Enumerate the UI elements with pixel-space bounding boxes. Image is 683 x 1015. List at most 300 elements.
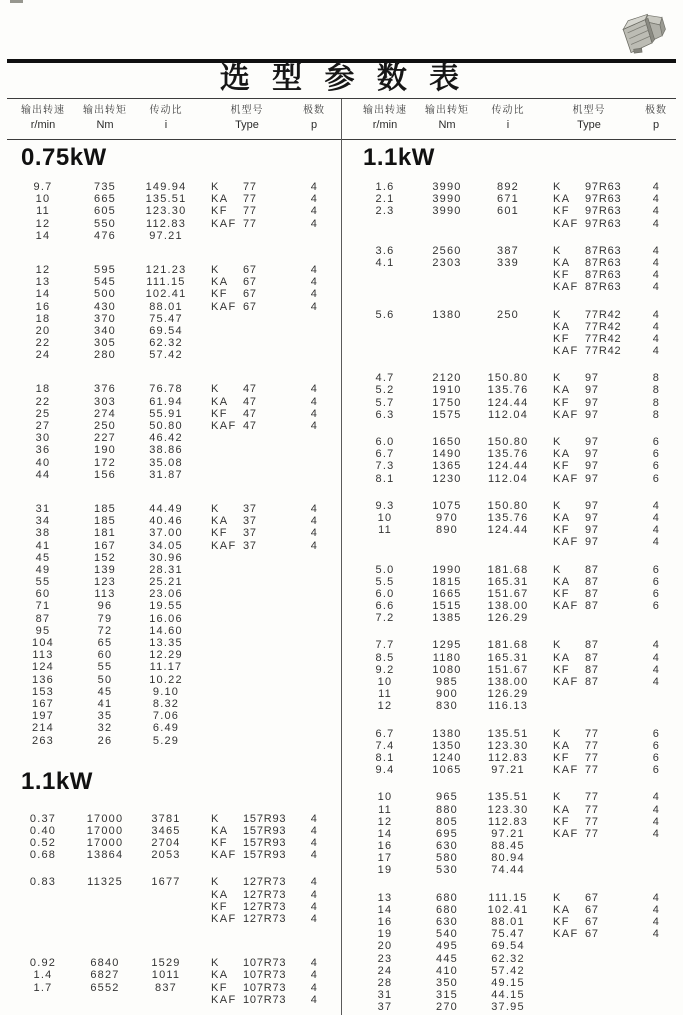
cell-type-prefix: KAF <box>211 217 237 230</box>
cell-output-torque: 550 <box>94 217 116 230</box>
cell-ratio: 75.47 <box>149 312 183 325</box>
cell-ratio: 44.49 <box>149 502 183 515</box>
header-output-speed <box>353 103 417 139</box>
cell-output-speed: 14 <box>35 229 51 242</box>
cell-output-speed: 11 <box>378 524 392 537</box>
cell-spacer <box>539 852 553 864</box>
cell-output-speed: 31 <box>35 502 51 515</box>
cell-type-model <box>243 613 297 625</box>
cell-type-model: 127R73 <box>243 888 287 901</box>
cell-poles: 4 <box>310 993 318 1006</box>
cell-spacer <box>539 409 553 421</box>
cell-poles: 6 <box>652 739 660 752</box>
cell-type-model: 77 <box>243 181 257 193</box>
table-row <box>353 257 676 269</box>
header-type-unit: Type <box>577 119 601 131</box>
cell-poles: 4 <box>652 244 660 257</box>
cell-output-speed: 9.7 <box>33 181 53 193</box>
cell-type-model: 107R73 <box>243 957 287 970</box>
cell-ratio: 123.30 <box>487 803 529 816</box>
header-poles-zh: 极数 <box>645 105 667 116</box>
cell-output-torque: 315 <box>436 989 458 1002</box>
cell-type-prefix: KF <box>553 269 570 282</box>
cell-ratio: 1677 <box>151 876 181 889</box>
cell-type-model: 77 <box>585 764 599 777</box>
cell-type-model: 97 <box>585 448 599 461</box>
cell-spacer <box>539 989 553 1001</box>
cell-ratio: 112.83 <box>487 751 529 764</box>
cell-type-model: 77 <box>585 751 599 764</box>
cell-poles: 4 <box>652 536 660 549</box>
cell-spacer <box>539 953 553 965</box>
table-row <box>11 735 341 747</box>
table-row <box>353 965 676 977</box>
cell-output-speed: 10 <box>377 791 393 804</box>
cell-type-prefix: KF <box>211 205 228 218</box>
cell-type-model: 47 <box>243 407 257 420</box>
cell-output-speed: 24 <box>377 964 393 977</box>
cell-ratio: 88.01 <box>491 916 525 928</box>
cell-spacer <box>197 576 211 588</box>
table-row <box>353 309 676 321</box>
cell-spacer <box>539 193 553 205</box>
cell-spacer <box>539 588 553 600</box>
cell-type-model: 77 <box>585 827 599 840</box>
cell-poles: 4 <box>310 876 318 889</box>
table-row <box>11 588 341 600</box>
cell-spacer <box>539 309 553 321</box>
cell-output-torque: 303 <box>94 395 116 408</box>
cell-poles <box>297 576 331 588</box>
cell-output-torque: 167 <box>94 539 116 552</box>
cell-poles: 4 <box>652 651 660 664</box>
cell-spacer <box>539 460 553 472</box>
cell-ratio: 150.80 <box>487 372 529 385</box>
cell-spacer <box>197 420 211 432</box>
cell-output-torque: 1650 <box>432 436 462 448</box>
cell-poles: 4 <box>652 320 660 333</box>
cell-output-torque: 270 <box>436 1001 458 1014</box>
cell-output-torque: 3990 <box>432 181 462 193</box>
cell-output-torque: 113 <box>94 588 116 601</box>
cell-output-torque: 350 <box>436 976 458 989</box>
cell-poles: 4 <box>310 849 318 862</box>
cell-output-speed: 12 <box>377 815 393 828</box>
cell-spacer <box>197 982 211 994</box>
cell-type-prefix: K <box>211 812 220 825</box>
cell-output-speed <box>353 281 417 293</box>
cell-type-prefix: K <box>553 639 562 652</box>
table-row <box>353 940 676 952</box>
cell-ratio: 8.32 <box>152 697 180 710</box>
cell-output-speed: 1.6 <box>375 181 395 193</box>
cell-output-torque: 495 <box>436 940 458 953</box>
cell-ratio: 181.68 <box>487 639 529 652</box>
cell-poles: 4 <box>310 217 318 230</box>
cell-output-speed: 5.7 <box>375 396 395 409</box>
cell-type-model: 47 <box>243 383 257 396</box>
cell-ratio: 135.51 <box>487 727 529 740</box>
table-row <box>11 576 341 588</box>
cell-type-prefix: K <box>553 727 562 740</box>
cell-type-prefix <box>211 325 243 337</box>
cell-type-model: 47 <box>243 420 257 432</box>
cell-spacer <box>197 457 211 469</box>
cell-type-prefix <box>211 698 243 710</box>
cell-output-speed: 3.6 <box>375 244 395 257</box>
cell-output-torque <box>417 269 477 281</box>
cell-ratio <box>477 536 539 548</box>
cell-ratio: 25.21 <box>149 576 183 589</box>
cell-output-speed: 13 <box>377 891 393 904</box>
cell-type-prefix: K <box>553 244 562 257</box>
cell-ratio: 135.76 <box>487 384 529 397</box>
cell-spacer <box>539 397 553 409</box>
cell-poles: 6 <box>652 751 660 764</box>
cell-poles: 4 <box>310 395 318 408</box>
cell-poles <box>639 840 673 852</box>
cell-ratio: 165.31 <box>487 575 529 588</box>
cell-ratio: 165.31 <box>487 651 529 664</box>
cell-poles <box>639 1001 673 1013</box>
cell-type-model: 97R63 <box>585 217 622 230</box>
cell-poles <box>297 444 331 456</box>
cell-poles <box>297 722 331 734</box>
cell-output-torque: 6552 <box>90 981 120 994</box>
cell-output-speed: 27 <box>35 420 51 432</box>
cell-spacer <box>197 901 211 913</box>
cell-spacer <box>539 436 553 448</box>
cell-type-model: 67 <box>585 891 599 904</box>
table-row <box>353 588 676 600</box>
table-row <box>11 957 341 969</box>
cell-output-speed: 95 <box>35 624 51 637</box>
cell-spacer <box>197 503 211 515</box>
cell-poles: 4 <box>652 269 660 282</box>
cell-type-prefix: KA <box>553 511 571 524</box>
cell-type-prefix: KA <box>211 888 229 901</box>
cell-output-torque: 65 <box>97 637 113 649</box>
cell-type-prefix: K <box>211 502 220 515</box>
cell-output-speed: 28 <box>377 976 393 989</box>
cell-ratio: 31.87 <box>149 468 183 481</box>
cell-output-torque: 680 <box>436 891 458 904</box>
cell-ratio: 6.49 <box>152 722 180 735</box>
cell-output-speed: 11 <box>378 803 392 816</box>
cell-type-model: 77R42 <box>585 320 622 333</box>
cell-poles: 8 <box>652 396 660 409</box>
cell-type-model: 77 <box>585 791 599 804</box>
table-row <box>11 825 341 837</box>
cell-type-model: 107R73 <box>243 981 287 994</box>
cell-spacer <box>197 469 211 481</box>
cell-output-torque: 190 <box>94 444 116 457</box>
cell-poles <box>297 230 331 242</box>
gear-unit-block <box>353 181 676 230</box>
cell-type-prefix: K <box>211 957 220 970</box>
cell-output-torque: 1365 <box>432 460 462 473</box>
cell-ratio: 892 <box>497 181 519 193</box>
cell-poles: 4 <box>310 837 318 850</box>
cell-type-prefix <box>211 349 243 361</box>
cell-ratio: 135.76 <box>487 511 529 524</box>
cell-output-torque: 50 <box>97 673 113 686</box>
cell-poles: 4 <box>310 527 318 540</box>
cell-output-speed: 6.0 <box>375 436 395 448</box>
table-row <box>11 218 341 230</box>
table-row <box>353 864 676 876</box>
cell-poles: 4 <box>310 957 318 970</box>
cell-poles <box>297 432 331 444</box>
cell-type-model <box>243 637 297 649</box>
table-row <box>353 688 676 700</box>
cell-output-speed: 87 <box>35 612 51 625</box>
cell-spacer <box>197 849 211 861</box>
cell-spacer <box>197 994 211 1006</box>
cell-output-torque: 1515 <box>432 600 462 613</box>
cell-output-speed: 8.5 <box>375 651 395 664</box>
cell-output-speed: 5.5 <box>375 575 395 588</box>
cell-poles: 4 <box>652 511 660 524</box>
cell-type-model <box>243 564 297 576</box>
table-row <box>11 649 341 661</box>
header-output-torque <box>417 103 477 139</box>
cell-type-prefix: KAF <box>553 928 579 941</box>
header-type-zh: 机型号 <box>572 105 606 116</box>
cell-ratio: 138.00 <box>487 600 529 613</box>
cell-ratio: 69.54 <box>149 324 183 337</box>
table-row <box>353 333 676 345</box>
gear-unit-block <box>11 876 341 925</box>
cell-spacer <box>539 904 553 916</box>
cell-ratio: 150.80 <box>487 499 529 512</box>
cell-spacer <box>197 588 211 600</box>
table-row <box>11 540 341 552</box>
cell-spacer <box>539 473 553 485</box>
cell-spacer <box>197 181 211 193</box>
cell-output-torque: 35 <box>97 710 113 723</box>
cell-type-model <box>585 688 639 700</box>
cell-output-torque <box>75 913 135 925</box>
cell-type-prefix: KF <box>553 460 570 473</box>
cell-spacer <box>539 728 553 740</box>
cell-poles: 6 <box>652 575 660 588</box>
cell-output-speed: 13 <box>35 276 51 289</box>
cell-output-torque: 17000 <box>86 837 124 850</box>
header-output-speed-unit: r/min <box>372 119 398 131</box>
cell-poles: 4 <box>652 181 660 193</box>
cell-ratio: 126.29 <box>487 688 529 701</box>
cell-type-model <box>585 852 639 864</box>
cell-output-speed: 10 <box>377 511 393 524</box>
cell-output-torque: 805 <box>436 815 458 828</box>
cell-ratio: 13.35 <box>149 637 183 649</box>
cell-ratio <box>477 218 539 230</box>
cell-output-speed: 4.1 <box>375 256 395 269</box>
header-output-speed-zh: 输出转速 <box>363 105 407 116</box>
cell-output-speed <box>353 333 417 345</box>
cell-ratio <box>477 281 539 293</box>
cell-ratio: 149.94 <box>145 181 187 193</box>
cell-type-prefix: KAF <box>553 764 579 777</box>
cell-spacer <box>539 916 553 928</box>
header-output-torque <box>75 103 135 139</box>
table-row <box>353 953 676 965</box>
table-row <box>353 652 676 664</box>
table-row <box>353 524 676 536</box>
cell-type-model: 87 <box>585 587 599 600</box>
cell-ratio: 1011 <box>151 969 181 982</box>
cell-poles <box>297 469 331 481</box>
cell-poles <box>297 698 331 710</box>
cell-output-torque: 545 <box>94 276 116 289</box>
cell-type-model: 97R63 <box>585 181 622 193</box>
cell-output-speed: 7.7 <box>375 639 395 652</box>
cell-output-speed: 20 <box>35 324 51 337</box>
table-row <box>11 396 341 408</box>
cell-output-torque: 605 <box>94 205 116 218</box>
cell-type-prefix: KAF <box>553 676 579 688</box>
cell-output-torque <box>417 536 477 548</box>
cell-type-prefix <box>553 989 585 1001</box>
table-row <box>353 791 676 803</box>
cell-spacer <box>539 333 553 345</box>
cell-type-prefix <box>211 457 243 469</box>
cell-spacer <box>539 181 553 193</box>
cell-spacer <box>197 698 211 710</box>
table-row <box>11 264 341 276</box>
table-row <box>353 676 676 688</box>
cell-type-prefix: KAF <box>553 600 579 613</box>
cell-type-prefix: KA <box>211 969 229 982</box>
cell-output-speed: 24 <box>35 349 51 362</box>
cell-ratio: 7.06 <box>152 710 180 723</box>
table-row <box>353 345 676 357</box>
cell-output-speed: 0.37 <box>29 812 57 825</box>
cell-spacer <box>197 649 211 661</box>
cell-spacer <box>539 612 553 624</box>
table-row <box>353 448 676 460</box>
cell-output-speed: 16 <box>377 916 393 928</box>
cell-output-torque: 6827 <box>90 969 120 982</box>
cell-output-torque: 17000 <box>86 812 124 825</box>
cell-type-model: 157R93 <box>243 837 287 850</box>
cell-output-speed <box>353 345 417 357</box>
cell-ratio: 11.17 <box>149 661 183 674</box>
cell-output-speed: 31 <box>377 989 393 1002</box>
cell-ratio: 12.29 <box>149 649 183 662</box>
cell-type-model: 67 <box>243 276 257 289</box>
power-section-heading: 1.1kW <box>21 767 93 795</box>
cell-poles: 4 <box>310 300 318 313</box>
table-row <box>353 1001 676 1013</box>
cell-poles: 4 <box>652 928 660 941</box>
cell-type-model <box>585 700 639 712</box>
cell-ratio: 135.51 <box>145 193 187 206</box>
cell-output-torque: 79 <box>97 612 113 625</box>
cell-type-model: 157R93 <box>243 812 287 825</box>
cell-poles: 4 <box>310 383 318 396</box>
cell-spacer <box>197 813 211 825</box>
cell-type-model: 67 <box>585 903 599 916</box>
header-ratio <box>477 103 539 139</box>
cell-spacer <box>197 674 211 686</box>
cell-type-prefix <box>211 337 243 349</box>
cell-output-torque: 630 <box>436 916 458 928</box>
cell-spacer <box>539 688 553 700</box>
cell-spacer <box>197 432 211 444</box>
cell-poles: 4 <box>652 815 660 828</box>
cell-spacer <box>539 764 553 776</box>
cell-type-prefix: KA <box>553 193 571 206</box>
cell-spacer <box>539 828 553 840</box>
cell-type-model <box>243 625 297 637</box>
cell-poles: 4 <box>652 256 660 269</box>
cell-type-prefix: KF <box>553 205 570 218</box>
cell-output-torque: 530 <box>436 864 458 877</box>
cell-type-model: 37 <box>243 502 257 515</box>
cell-type-prefix: KA <box>211 193 229 206</box>
cell-ratio: 97.21 <box>491 764 525 777</box>
cell-ratio: 112.04 <box>487 408 529 421</box>
cell-output-torque <box>75 994 135 1006</box>
cell-poles: 4 <box>652 499 660 512</box>
cell-type-prefix: KAF <box>553 281 579 294</box>
table-row <box>11 994 341 1006</box>
cell-type-model: 67 <box>243 300 257 313</box>
cell-poles: 4 <box>310 812 318 825</box>
cell-output-speed <box>353 218 417 230</box>
header-poles-unit: p <box>310 119 318 131</box>
gear-unit-block <box>11 264 341 362</box>
cell-ratio: 123.30 <box>145 205 187 218</box>
cell-output-torque: 1065 <box>432 764 462 777</box>
cell-output-speed: 1.4 <box>33 969 53 982</box>
table-row <box>353 245 676 257</box>
table-row <box>353 977 676 989</box>
cell-type-prefix: KA <box>553 448 571 461</box>
cell-ratio: 671 <box>497 193 519 206</box>
table-row <box>11 637 341 649</box>
cell-type-model: 77R42 <box>585 345 622 358</box>
cell-output-speed: 0.52 <box>29 837 57 850</box>
cell-poles: 4 <box>652 308 660 321</box>
cell-type-model: 97 <box>585 384 599 397</box>
cell-spacer <box>197 913 211 925</box>
cell-type-prefix: KA <box>553 384 571 397</box>
cell-type-model: 157R93 <box>243 824 287 837</box>
cell-output-speed: 20 <box>377 940 393 953</box>
cell-output-speed <box>11 901 75 913</box>
table-row <box>353 804 676 816</box>
table-row <box>11 876 341 888</box>
cell-output-torque: 1490 <box>432 448 462 461</box>
cell-ratio: 111.15 <box>146 276 186 289</box>
cell-output-speed: 6.6 <box>375 600 395 613</box>
cell-type-prefix: KF <box>211 981 228 994</box>
cell-type-prefix: KA <box>553 651 571 664</box>
header-ratio-zh: 传动比 <box>491 105 525 116</box>
cell-poles: 6 <box>652 472 660 485</box>
cell-output-speed: 14 <box>35 288 51 301</box>
cell-spacer <box>197 396 211 408</box>
cell-type-model: 97 <box>585 511 599 524</box>
cell-output-speed: 41 <box>35 539 51 552</box>
table-row <box>11 969 341 981</box>
cell-type-prefix <box>211 432 243 444</box>
cell-type-model: 87R63 <box>585 256 622 269</box>
cell-type-prefix <box>211 230 243 242</box>
